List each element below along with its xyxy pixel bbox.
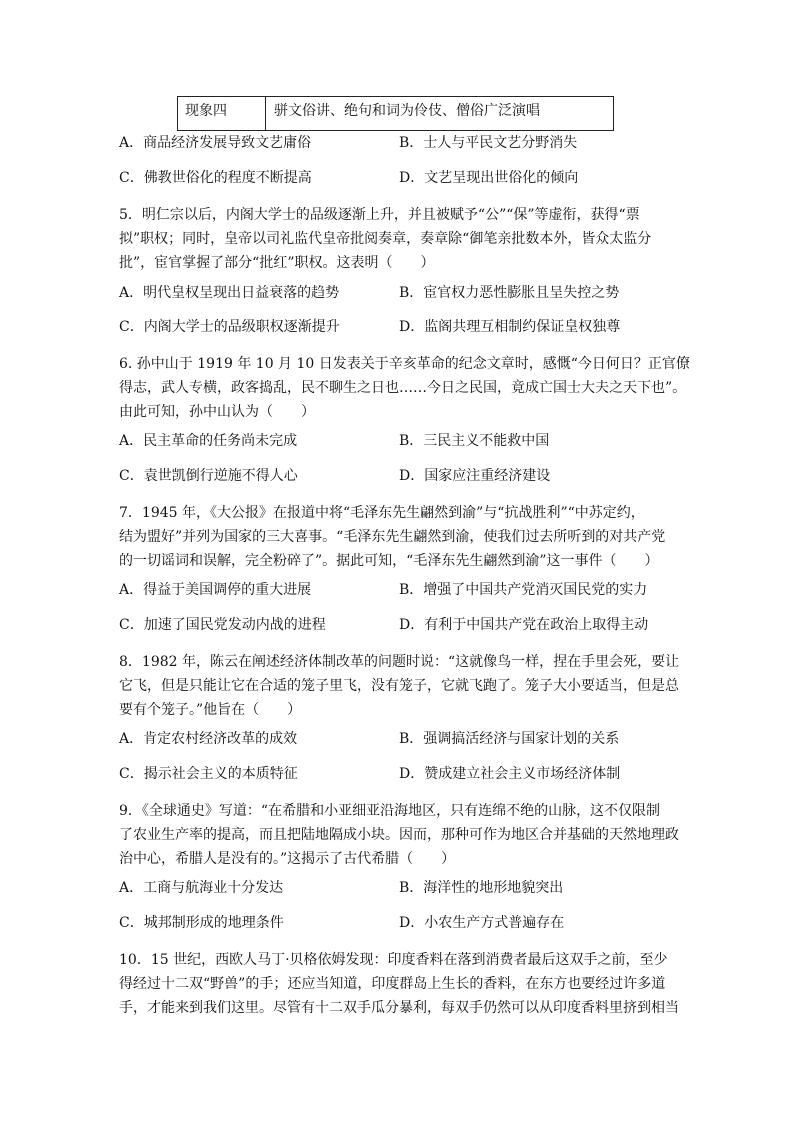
q8-option-b: B．强调搞活经济与国家计划的关系 xyxy=(399,731,620,747)
q8-stem-line-1: 8．1982 年，陈云在阐述经济体制改革的问题时说：“这就像鸟一样，捏在手里会死，要让 xyxy=(119,654,680,670)
q7-option-d: D．有利于中国共产党在政治上取得主动 xyxy=(399,617,649,633)
table-label-cell: 现象四 xyxy=(178,97,266,130)
q5-option-c: C．内阁大学士的品级职权逐渐提升 xyxy=(119,319,340,335)
q7-option-b: B．增强了中国共产党消灭国民党的实力 xyxy=(399,582,648,598)
q9-option-c: C．城邦制形成的地理条件 xyxy=(119,915,284,931)
q9-option-b: B．海洋性的地形地貌突出 xyxy=(399,880,564,896)
q4-option-b: B．士人与平民文艺分野消失 xyxy=(399,135,578,151)
q10-stem-line-2: 得经过十二双“野兽”的手；还应当知道，印度群岛上生长的香料，在东方也要经过许多道 xyxy=(119,976,666,992)
q8-option-c: C．揭示社会主义的本质特征 xyxy=(119,766,298,782)
q8-option-d: D．赞成建立社会主义市场经济体制 xyxy=(399,766,621,782)
q4-option-c: C．佛教世俗化的程度不断提高 xyxy=(119,170,312,186)
table-content-cell: 骈文俗讲、绝句和词为伶伎、僧俗广泛演唱 xyxy=(274,103,540,119)
q6-stem-line-3: 由此可知，孙中山认为（ ） xyxy=(119,404,315,420)
q10-stem-line-3: 手，才能来到我们这里。尽管有十二双手瓜分暴利，每双手仍然可以从印度香料里挤到相当 xyxy=(119,1000,679,1016)
q4-option-a: A．商品经济发展导致文艺庸俗 xyxy=(119,135,312,151)
q8-option-a: A．肯定农村经济改革的成效 xyxy=(119,731,298,747)
q7-option-c: C．加速了国民党发动内战的进程 xyxy=(119,617,326,633)
q5-stem-line-1: 5．明仁宗以后，内阁大学士的品级逐渐上升，并且被赋予“公”“保”等虚衔，获得“票 xyxy=(119,207,640,223)
q6-option-a: A．民主革命的任务尚未完成 xyxy=(119,433,298,449)
q5-option-a: A．明代皇权呈现出日益衰落的趋势 xyxy=(119,285,340,301)
q6-option-d: D．国家应注重经济建设 xyxy=(399,468,551,484)
phenomenon-table xyxy=(177,96,614,131)
q5-option-d: D．监阁共理互相制约保证皇权独尊 xyxy=(399,319,621,335)
q5-stem-line-2: 拟”职权；同时，皇帝以司礼监代皇帝批阅奏章，奏章除“御笔亲批数本外，皆众太监分 xyxy=(119,231,652,247)
q6-stem-line-2: 得志，武人专横，政客捣乱，民不聊生之日也……今日之民国，竟成亡国士大夫之天下也”。 xyxy=(119,380,687,396)
q8-stem-line-2: 它飞，但是只能让它在合适的笼子里飞，没有笼子，它就飞跑了。笼子大小要适当，但是总 xyxy=(119,678,679,694)
q9-option-a: A．工商与航海业十分发达 xyxy=(119,880,284,896)
q7-stem-line-1: 7．1945 年，《大公报》在报道中将“毛泽东先生翩然到渝”与“抗战胜利”“中苏定约， xyxy=(119,505,645,521)
q5-stem-line-3: 批”，宦官掌握了部分“批红”职权。这表明（ ） xyxy=(119,255,435,271)
q6-stem-line-1: 6. 孙中山于 1919 年 10 月 10 日发表关于辛亥革命的纪念文章时，感慨“今日何日？正官僚 xyxy=(119,356,690,372)
q9-stem-line-3: 治中心，希腊人是没有的。”这揭示了古代希腊（ ） xyxy=(119,851,456,867)
q9-option-d: D．小农生产方式普遍存在 xyxy=(399,915,565,931)
q7-option-a: A．得益于美国调停的重大进展 xyxy=(119,582,312,598)
q4-option-d: D．文艺呈现出世俗化的倾向 xyxy=(399,170,579,186)
q9-stem-line-2: 了农业生产率的提高，而且把陆地隔成小块。因而，那种可作为地区合并基础的天然地理政 xyxy=(119,827,679,843)
q5-option-b: B．宦官权力恶性膨胀且呈失控之势 xyxy=(399,285,620,301)
q10-stem-line-1: 10．15 世纪，西欧人马丁·贝格依姆发现：印度香料在落到消费者最后这双手之前，至少 xyxy=(119,952,668,968)
q6-option-c: C．袁世凯倒行逆施不得人心 xyxy=(119,468,298,484)
q6-option-b: B．三民主义不能救中国 xyxy=(399,433,550,449)
q7-stem-line-3: 的一切谣词和误解，完全粉碎了”。据此可知，“毛泽东先生翩然到渝”这一事件（ ） xyxy=(119,553,659,569)
q8-stem-line-3: 要有个笼子。”他旨在（ ） xyxy=(119,702,302,718)
q7-stem-line-2: 结为盟好”并列为国家的三大喜事。“毛泽东先生翩然到渝，使我们过去所听到的对共产党 xyxy=(119,529,666,545)
q9-stem-line-1: 9．《全球通史》写道：“在希腊和小亚细亚沿海地区，只有连绵不绝的山脉，这不仅限制 xyxy=(119,803,661,819)
